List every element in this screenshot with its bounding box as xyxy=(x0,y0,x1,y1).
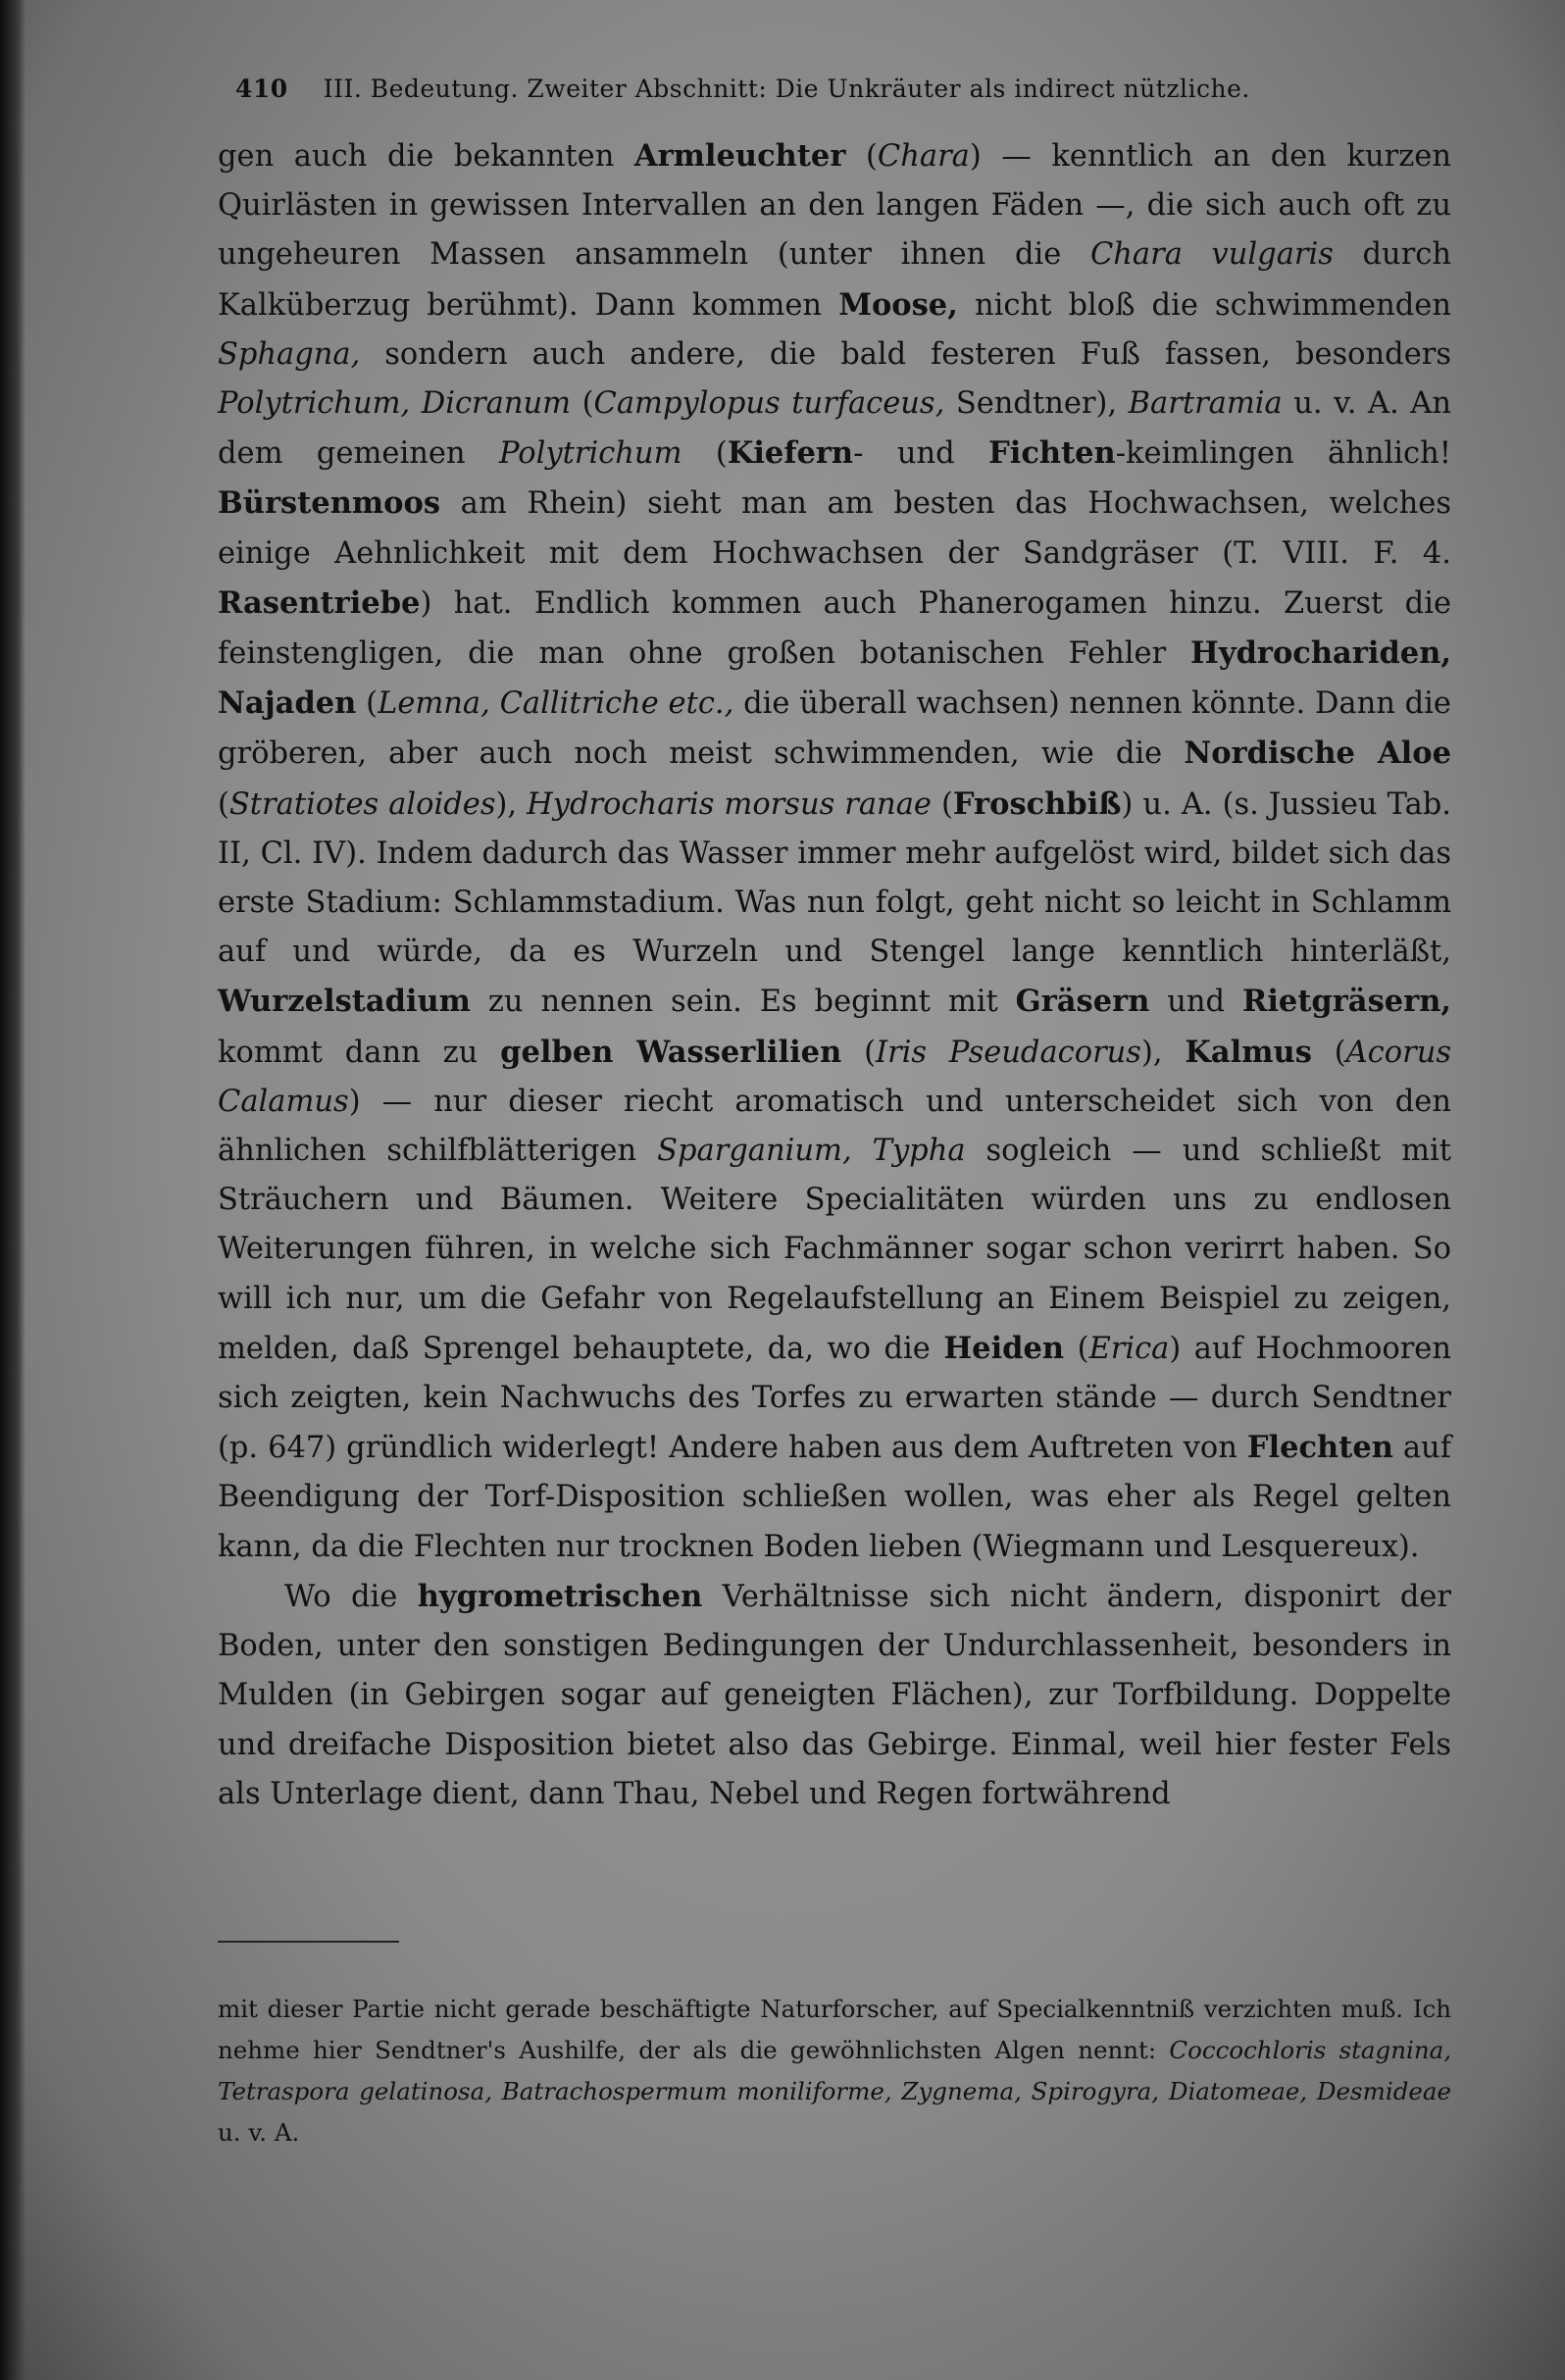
text-run: ) — nur dieser riecht aromatisch und unterscheidet sich von den ähnlichen schilfblätterigen xyxy=(218,1084,1451,1169)
bold-term: Flechten xyxy=(1246,1430,1393,1466)
text-run: ( xyxy=(1311,1035,1346,1070)
italic-term: Bartramia xyxy=(1128,386,1283,422)
italic-term: Chara vulgaris xyxy=(1089,237,1334,273)
bold-term: Froschbiß xyxy=(952,785,1122,822)
text-run: ( xyxy=(682,436,728,472)
bold-term: Gräsern xyxy=(1015,984,1150,1020)
paragraph xyxy=(218,1572,1451,1819)
text-run: ( xyxy=(931,786,953,822)
text-run: durch Kalküberzug berühmt). Dann kommen xyxy=(218,237,1452,323)
text-run: Sendtner), xyxy=(944,386,1129,422)
italic-term: Lemna, Callitriche etc., xyxy=(378,686,734,722)
text-run: sondern auch andere, die bald festeren Fuß fassen, besonders xyxy=(360,336,1451,372)
italic-term: Polytrichum xyxy=(498,436,682,472)
text-run: u. v. A. An dem gemeinen xyxy=(218,386,1451,472)
bold-term: Hydrochariden, Najaden xyxy=(218,635,1451,722)
text-run: ( xyxy=(845,139,878,174)
italic-term: Iris Pseudacorus xyxy=(876,1035,1141,1070)
bold-term: Rietgräsern, xyxy=(1241,984,1452,1020)
bold-term: hygrometrischen xyxy=(417,1578,703,1614)
bold-term: Kalmus xyxy=(1185,1034,1312,1070)
text-run: u. v. A. xyxy=(218,2118,300,2147)
bold-term: Rasentriebe xyxy=(218,584,421,621)
text-run: nicht bloß die schwimmenden xyxy=(957,287,1451,323)
text-run: mit dieser Partie nicht gerade beschäftigte Naturforscher, auf Specialkenntniß verzichten muß. Ich nehme hier Sendtner's Aushilfe, der als die gewöhnlichsten Algen nennt: xyxy=(218,1995,1451,2064)
bold-term: Wurzelstadium xyxy=(218,984,471,1020)
italic-term: Chara xyxy=(877,139,970,174)
italic-term: Sparganium, Typha xyxy=(657,1134,966,1169)
italic-term: Acorus Calamus xyxy=(218,1035,1451,1119)
italic-term: Polytrichum, Dicranum xyxy=(218,386,572,422)
text-run: ), xyxy=(1140,1035,1186,1070)
bold-term: Fichten xyxy=(988,435,1116,472)
italic-term: Sphagna, xyxy=(218,336,361,372)
text-run: gen auch die bekannten xyxy=(218,139,634,174)
bold-term: Moose, xyxy=(838,286,958,323)
text-run: und xyxy=(1149,985,1242,1020)
text-run: ( xyxy=(571,386,594,422)
footnote xyxy=(218,1989,1451,2153)
text-run: ( xyxy=(218,786,229,822)
text-run: zu nennen sein. Es beginnt mit xyxy=(470,985,1016,1020)
footnote-rule xyxy=(218,1941,399,1943)
bold-term: Kiefern xyxy=(727,435,854,472)
body-text xyxy=(218,131,1451,1819)
bold-term: Bürstenmoos xyxy=(218,485,440,522)
text-run: Wo die xyxy=(284,1579,418,1614)
running-title: III. Bedeutung. Zweiter Abschnitt: Die Unkräuter als indirect nützliche. xyxy=(323,75,1250,103)
text-run: -keimlingen ähnlich! xyxy=(1115,436,1451,472)
text-run: ) auf Hochmooren sich zeigten, kein Nachwuchs des Torfes zu erwarten stände — durch Sendtner (p. 647) gründlich widerlegt! Andere haben aus dem Auftreten von xyxy=(218,1331,1451,1466)
page-edge-shadow xyxy=(0,0,25,2380)
text-run: ( xyxy=(841,1035,877,1070)
italic-term: Erica xyxy=(1088,1331,1170,1366)
page-number: 410 xyxy=(235,75,288,103)
text-run: Verhältnisse sich nicht ändern, disponirt der Boden, unter den sonstigen Bedingungen der Undurchlassenheit, besonders in Mulden (in Gebirgen sogar auf geneigten Flächen), zur Torfbildung. Doppelte und dreifache Disposition bietet also das Gebirge. Einmal, weil hier fester Fels als Unterlage dient, dann Thau, Nebel und Regen fortwährend xyxy=(218,1579,1451,1811)
text-run: ) u. A. (s. Jussieu Tab. II, Cl. IV). Indem dadurch das Wasser immer mehr aufgelöst wird, bildet sich das erste Stadium: Schlammstadium. Was nun folgt, geht nicht so leicht in Schlamm auf und würde, da es Wurzeln und Stengel lange kenntlich hinterläßt, xyxy=(218,786,1451,970)
running-header xyxy=(235,75,1373,103)
text-run: sogleich — und schließt mit Sträuchern und Bäumen. Weitere Specialitäten würden uns zu endlosen Weiterungen führen, in welche sich Fachmänner sogar schon verirrt haben. So will ich nur, um die Gefahr von Regelaufstellung an Einem Beispiel zu zeigen, melden, daß Sprengel behauptete, da, wo die xyxy=(218,1134,1452,1366)
paragraph xyxy=(218,131,1451,1572)
bold-term: Heiden xyxy=(943,1330,1065,1366)
text-run: die überall wachsen) nennen könnte. Dann die gröberen, aber auch noch meist schwimmenden, wie die xyxy=(218,686,1451,772)
bold-term: Armleuchter xyxy=(633,138,846,174)
text-run: am Rhein) sieht man am besten das Hochwachsen, welches einige Aehnlichkeit mit dem Hochwachsen der Sandgräser (T. VIII. F. 4. xyxy=(218,486,1451,571)
text-run: kommt dann zu xyxy=(218,1035,501,1070)
italic-term: Hydrocharis morsus ranae xyxy=(527,786,932,822)
text-run: ) — kenntlich an den kurzen Quirlästen in gewissen Intervallen an den langen Fäden —, die sich auch oft zu ungeheuren Massen ansammeln (unter ihnen die xyxy=(218,139,1451,273)
text-run: ) hat. Endlich kommen auch Phanerogamen hinzu. Zuerst die feinstengligen, die man ohne großen botanischen Fehler xyxy=(218,585,1451,672)
text-run: ), xyxy=(495,786,528,822)
italic-term: Coccochloris stagnina, Tetraspora gelatinosa, Batrachospermum moniliforme, Zygnema, Spirogyra, Diatomeae, Desmideae xyxy=(218,2036,1452,2105)
text-run: auf Beendigung der Torf-Disposition schließen wollen, was eher als Regel gelten kann, da die Flechten nur trocknen Boden lieben (Wiegmann und Lesquereux). xyxy=(218,1431,1451,1564)
bold-term: gelben Wasserlilien xyxy=(500,1034,842,1070)
text-run: ( xyxy=(356,686,379,722)
text-run: - und xyxy=(853,436,989,472)
italic-term: Stratiotes aloides xyxy=(228,786,496,822)
bold-term: Nordische Aloe xyxy=(1184,735,1451,772)
text-run: ( xyxy=(1064,1331,1089,1366)
italic-term: Campylopus turfaceus, xyxy=(593,386,945,422)
